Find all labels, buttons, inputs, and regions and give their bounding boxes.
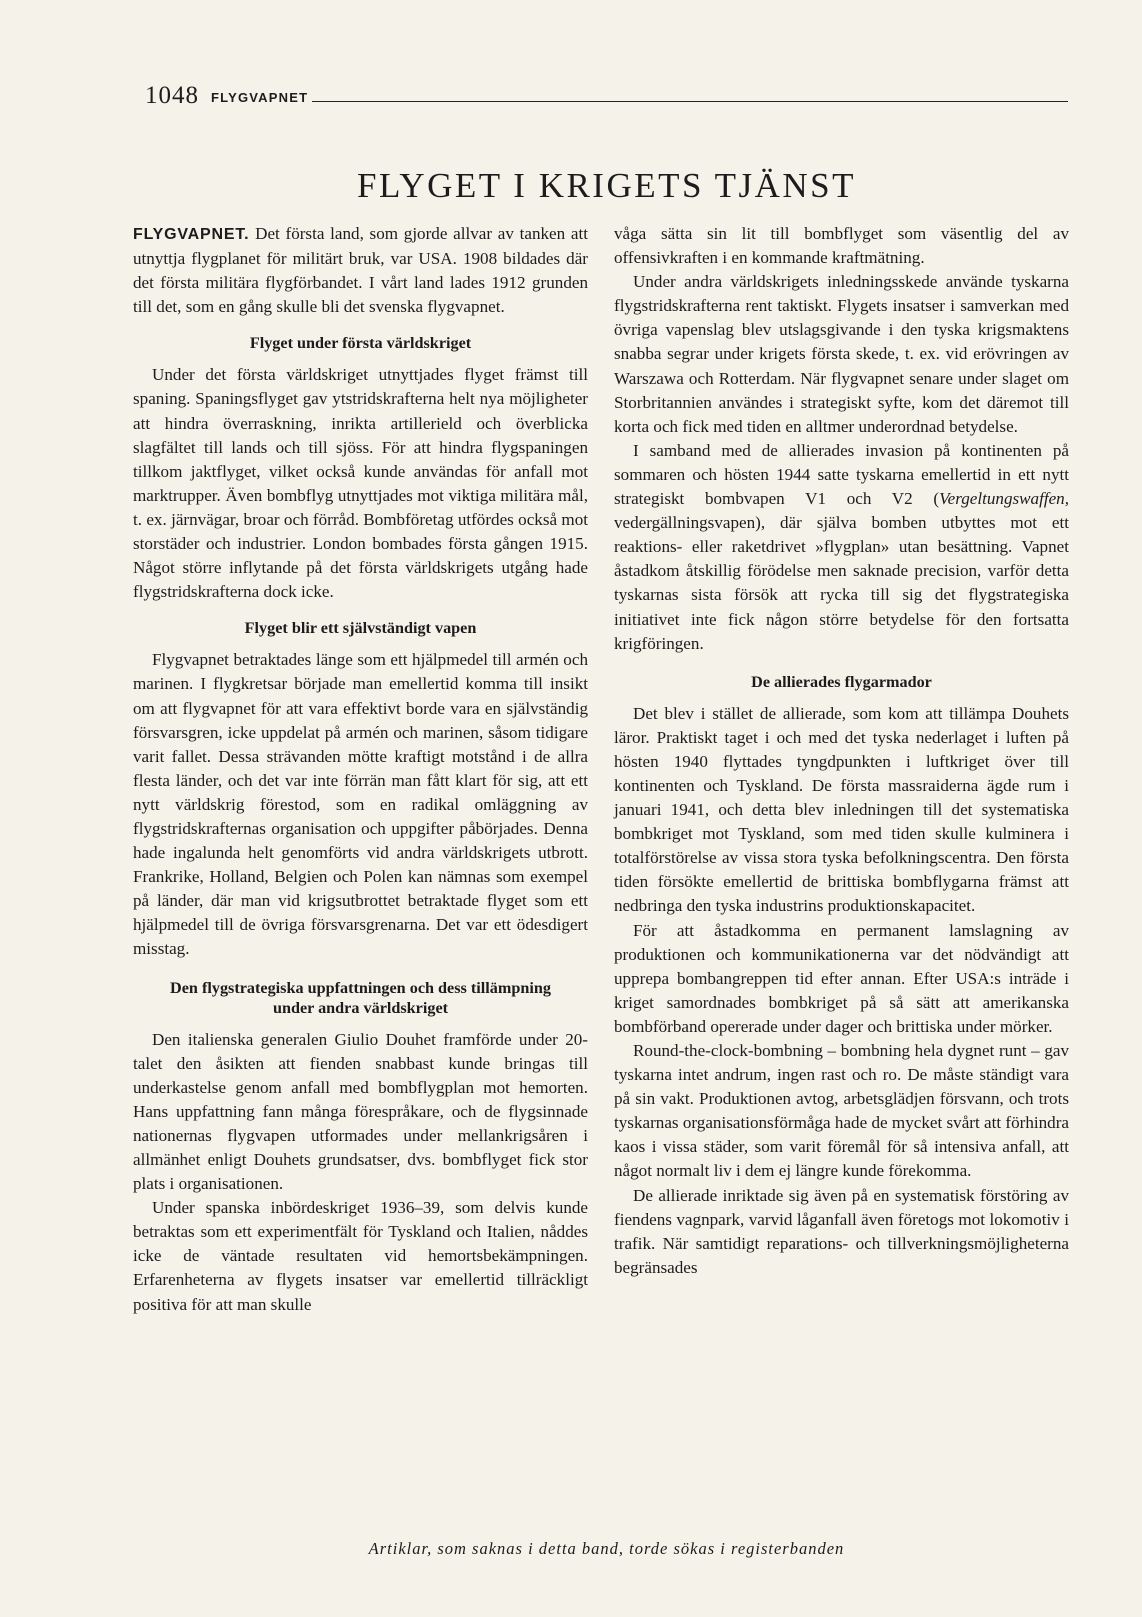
paragraph-spanish-civil-war: Under spanska inbördeskriget 1936–39, som delvis kunde betraktas som ett experimentfält för Tyskland och Italien, nåddes icke de väntade resultaten vid hemortsbekämpningen. Erfarenheterna av flygets insatser var emellertid tillräckligt positiva för att man skulle — [133, 1198, 588, 1314]
paragraph-independent-arm: Flygvapnet betraktades länge som ett hjälpmedel till armén och marinen. I flygkretsar började man emellertid komma till insikt om att flygvapnet för att vara effektivt borde vara en självständig försvarsgren, icke uppdelat på armén och marinen, såsom tidigare varit fallet. Dessa strävanden mötte kraftigt motstånd i de allra flesta länder, och det var inte förrän man fått klart för sig, att ett nytt världskrig förestod, som en radikal omläggning av flygstridskrafternas organisation och uppgifter påbörjades. Denna hade ingalunda helt genomförts vid andra världskrigets utbrott. Frankrike, Holland, Belgien och Polen kan nämnas som exempel på länder, där man vid krigsutbrottet betraktade flyget som ett hjälpmedel till de övriga försvarsgrenarna. Det var ett ödesdigert misstag. — [133, 650, 588, 959]
section-heading-ww1: Flyget under första världskriget — [249, 334, 472, 353]
left-column — [133, 222, 588, 1317]
article-title: FLYGET I KRIGETS TJÄNST — [357, 166, 856, 205]
intro-text: Det första land, som gjorde allvar av tanken att utnyttja flygplanet för militärt bruk, var USA. 1908 bildades där det första militära flygförbandet. I vårt land lades 1912 grunden till det, som en gång skulle bli det svenska flygvapnet. — [133, 224, 588, 317]
section-heading-strategic-doctrine — [133, 978, 588, 1018]
header-rule — [312, 101, 1068, 102]
section-heading-independent-arm: Flyget blir ett självständigt vapen — [244, 619, 477, 638]
right-column — [614, 222, 1069, 1280]
section-heading-allied-armadas: De allierades flygarmador — [751, 672, 932, 691]
paragraph-v-weapons — [614, 439, 1069, 656]
paragraph-german-tactics: Under andra världskrigets inledningsskede använde tyskarna flygstridskrafterna rent taktiskt. Flygets insatser i samverkan med övriga vapenslag blev utslagsgivande i den tyska krigsmaktens snabba segrar under krigets första skede, t. ex. vid erövringen av Warszawa och Rotterdam. När flygvapnet senare under slaget om Storbritannien användes i strategiskt syfte, kom det däremot till korta och fick med tiden en alltmer underordnad betydelse. — [614, 272, 1069, 436]
running-section-name: FLYGVAPNET — [211, 90, 309, 105]
v-weapons-text-start: I samband med de allierades invasion på kontinenten på sommaren och hösten 1944 satte tyskarna emellertid in ett nytt strategiskt bombvapen V1 och V2 ( — [614, 440, 1069, 509]
intro-lead-word: FLYGVAPNET. — [133, 226, 250, 243]
paragraph-paralysis: För att åstadkomma en permanent lamslagning av produktionen och kommunikationerna var det nödvändigt att upprepa bombangreppen tid efter annan. Efter USA:s inträde i kriget samordnades bombkriget på så sätt att amerikanska bombförband opererade under dager och brittiska under mörker. — [614, 920, 1069, 1036]
section-heading-strategic-doctrine-line1: Den flygstrategiska uppfattningen och dess tillämpning — [170, 978, 551, 997]
paragraph-ww1: Under det första världskriget utnyttjades flyget främst till spaning. Spaningsflyget gav ytstridskrafterna helt nya möjligheter att hindra överraskning, inrikta artillerield och överblicka slagfältet till lands och till sjöss. För att hindra flygspaningen tillkom jaktflyget, vilket också kunde användas för anfall mot marktrupper. Även bombflyg utnyttjades mot viktiga militära mål, t. ex. järnvägar, broar och förråd. Bombföretag utfördes också mot storstäder och industrier. London bombades första gången 1915. Något större inflytande på det första världskrigets utgång hade flygstridskrafterna dock icke. — [133, 365, 588, 602]
paragraph-douhet: Den italienska generalen Giulio Douhet framförde under 20-talet den åsikten att fienden snabbast kunde bringas till underkastelse genom anfall med bombflygplan mot hemorten. Hans uppfattning fann många förespråkare, och de flygsinnade nationernas flygvapen utformades under mellankrigsåren i allmänhet enligt Douhets grundsatser, dvs. bombflyget fick stor plats i organisationen. — [133, 1029, 588, 1194]
paragraph-continuation: våga sätta sin lit till bombflyget som väsentlig del av offensivkraften i en kommande kraftmätning. — [614, 224, 1069, 268]
paragraph-round-the-clock: Round-the-clock-bombning – bombning hela dygnet runt – gav tyskarna intet andrum, ingen rast och ro. De måste ständigt vara på sin vakt. Produktionen avtog, arbetsglädjen försvann, och trots tyskarnas organisationsförmåga hade de mycket svårt att förhindra kaos i vissa städer, som varit föremål för så intensiva anfall, att något normalt liv i dem ej längre kunde förekomma. — [614, 1041, 1069, 1181]
paragraph-rolling-stock: De allierade inriktade sig även på en systematisk förstöring av fiendens vagnpark, varvid låganfall även företogs mot lokomotiv i trafik. När samtidigt reparations- och tillverkningsmöjligheterna begränsades — [614, 1185, 1069, 1277]
v-weapons-term: Vergeltungswaffen, — [939, 489, 1069, 509]
paragraph-allied-bombing: Det blev i stället de allierade, som kom att tillämpa Douhets läror. Praktiskt taget i och med det tyska nederlaget i luften på hösten 1940 flyttades tyngdpunkten i luftkriget över till kontinenten och Tyskland. De första massraiderna ägde rum i januari 1941, och detta blev inledningen till det systematiska bombkriget mot Tyskland, som med tiden skulle kulminera i totalförstörelse av vissa stora tyska befolkningscentra. Den första tiden försökte emellertid de brittiska bombflygarna främst att nedbringa den tyska industrins produktionskapacitet. — [614, 703, 1069, 916]
page-number: 1048 — [145, 82, 199, 109]
section-heading-strategic-doctrine-line2: under andra världskriget — [272, 998, 449, 1017]
v-weapons-text-end: vedergällningsvapen), där själva bomben utbyttes mot ett reaktions- eller raketdrivet »flygplan» utan besättning. Vapnet åstadkom åtskillig förödelse men saknade precision, varför detta tyskarnas sista försök att rycka till sig det flygstrategiska initiativet inte fick någon större betydelse för den fortsatta krigföringen. — [614, 513, 1069, 653]
running-header — [145, 78, 1068, 108]
intro-paragraph — [133, 222, 588, 319]
footer-note: Artiklar, som saknas i detta band, torde sökas i registerbanden — [368, 1539, 845, 1558]
